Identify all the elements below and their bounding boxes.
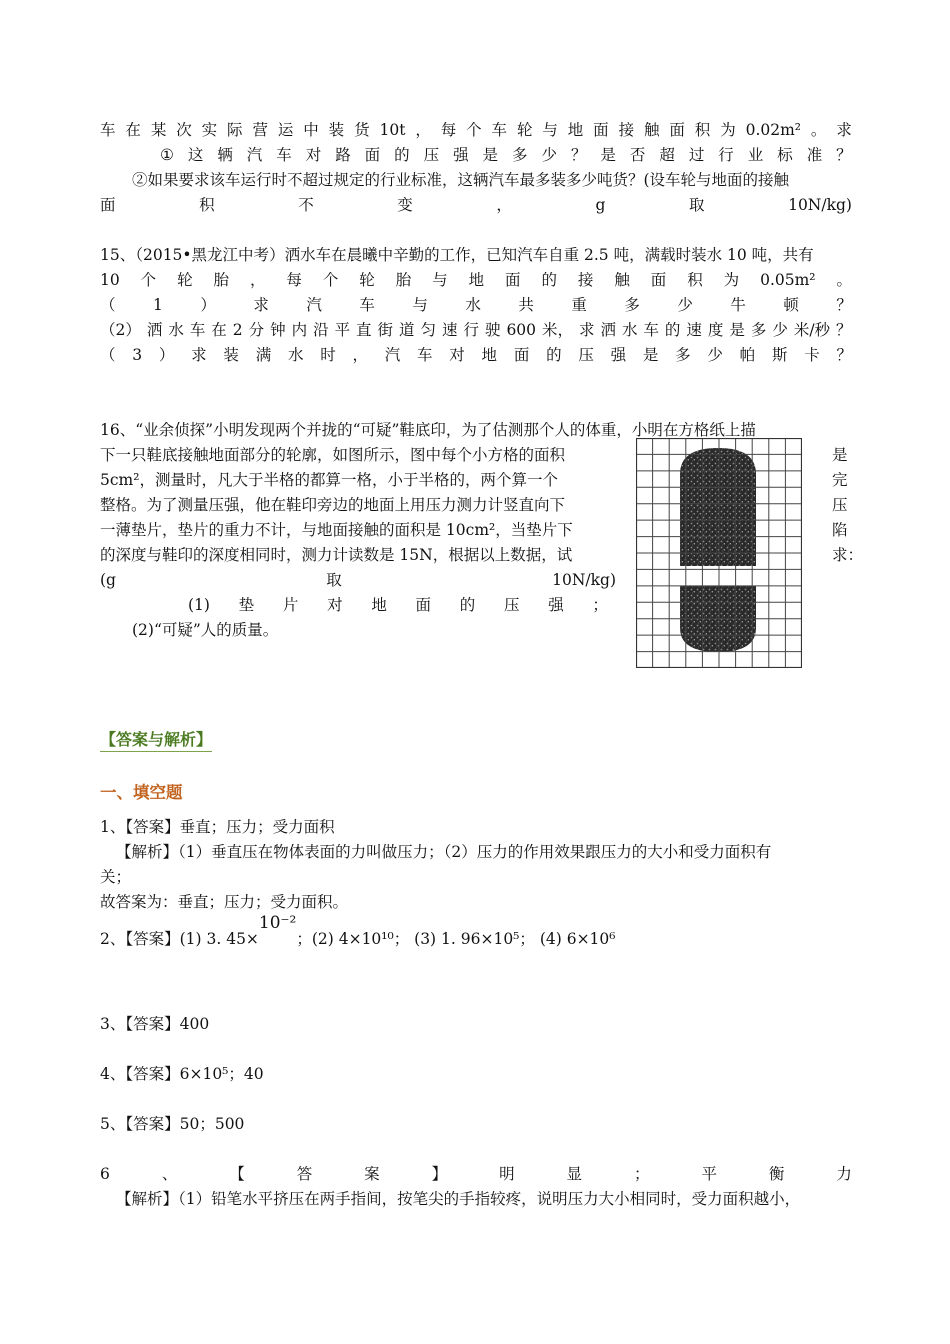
token: 取 xyxy=(326,571,342,589)
token: 。 xyxy=(836,271,852,289)
token: ； xyxy=(633,1165,650,1183)
q16-line4-text: 整格。为了测量压强，他在鞋印旁边的地面上用压力测力计竖直向下 xyxy=(100,496,566,514)
token: 面 xyxy=(593,121,609,139)
token: (1) xyxy=(188,596,210,614)
token: 触 xyxy=(614,271,630,289)
token: 10 xyxy=(100,271,120,289)
q16-line8 xyxy=(188,593,608,617)
token: ， xyxy=(496,196,512,214)
token: 案 xyxy=(364,1165,380,1183)
token: 胎 xyxy=(395,271,412,289)
token: （2） xyxy=(100,321,141,339)
token: 每 xyxy=(440,121,457,139)
token: 0.05m² xyxy=(760,271,816,289)
token: 变 xyxy=(397,196,413,214)
q16-line3-end: 完 xyxy=(832,471,848,489)
token: 米， xyxy=(542,321,574,339)
q16-line5-end: 陷 xyxy=(832,521,848,539)
shoe-print xyxy=(680,448,756,652)
token: 对 xyxy=(305,146,322,164)
token: 少 xyxy=(772,321,788,339)
q15-line1: 15、（2015•黑龙江中考）洒水车在晨曦中辛勤的工作，已知汽车自重 2.5 吨，满载时装水 10 吨，共有 xyxy=(100,246,814,264)
token: 车 xyxy=(100,121,116,139)
token: 汽 xyxy=(384,346,401,364)
token: 共 xyxy=(518,296,534,314)
token: ） xyxy=(200,296,216,314)
q15-line5 xyxy=(100,343,852,367)
token: 这 xyxy=(187,146,204,164)
q14-line2 xyxy=(160,143,852,167)
token: 个 xyxy=(322,271,339,289)
token: 衡 xyxy=(768,1165,785,1183)
token: 10N/kg) xyxy=(552,571,616,589)
token: 垫 xyxy=(238,596,255,614)
token: 积 xyxy=(694,121,711,139)
answer-2-rest: ；(2) 4×10¹⁰； (3) 1. 96×10⁵； (4) 6×10⁶ xyxy=(296,930,616,948)
token: 强 xyxy=(548,596,564,614)
token: 0.02m² xyxy=(745,121,802,139)
token: 在 xyxy=(211,321,227,339)
token: 际 xyxy=(227,121,243,139)
token: ； xyxy=(592,596,608,614)
token: 面 xyxy=(669,121,685,139)
token: 满 xyxy=(255,346,272,364)
token: 面 xyxy=(364,146,381,164)
q14-line4 xyxy=(100,193,852,217)
token: 装 xyxy=(328,121,345,139)
token: 多 xyxy=(675,346,691,364)
token: g xyxy=(595,196,606,214)
token: 水 xyxy=(168,321,184,339)
token: ？ xyxy=(836,146,852,164)
token: 求 xyxy=(578,321,595,339)
answer-2 xyxy=(100,913,852,951)
token: 钟 xyxy=(270,321,286,339)
grid-lines xyxy=(636,438,802,668)
token: ？ xyxy=(836,321,852,339)
token: 取 xyxy=(688,196,705,214)
token: 】 xyxy=(431,1165,448,1183)
token: 、 xyxy=(161,1165,178,1183)
token: 地 xyxy=(371,596,387,614)
token: ， xyxy=(249,271,266,289)
token: ？ xyxy=(836,346,852,364)
q16-line2-text: 下一只鞋底接触地面部分的轮廓，如图所示，图中每个小方格的面积 xyxy=(100,446,566,464)
q16-line6-end: 求： xyxy=(832,546,864,564)
token: 个 xyxy=(140,271,157,289)
token: 路 xyxy=(335,146,351,164)
token: 地 xyxy=(567,121,584,139)
token: 2 xyxy=(232,321,243,339)
q16-line2-end: 是 xyxy=(832,446,848,464)
token: 汽 xyxy=(246,146,263,164)
token: 面 xyxy=(505,271,521,289)
token: 对 xyxy=(327,596,343,614)
token: 少 xyxy=(541,146,557,164)
q14-line3: ②如果要求该车运行时不超过规定的行业标准，这辆汽车最多装多少吨货？(设车轮与地面的接触 xyxy=(132,171,790,189)
token: 接 xyxy=(577,271,594,289)
answer-2-exp1: 10⁻² xyxy=(258,913,297,933)
token: 牛 xyxy=(730,296,746,314)
token: 的 xyxy=(459,596,476,614)
token: 是 xyxy=(482,146,499,164)
token: 装 xyxy=(223,346,239,364)
token: ， xyxy=(352,346,368,364)
token: 速 xyxy=(686,321,702,339)
token: 接 xyxy=(618,121,635,139)
token: 准 xyxy=(806,146,823,164)
token: 平 xyxy=(701,1165,717,1183)
token: 是 xyxy=(729,321,745,339)
token: 为 xyxy=(723,271,740,289)
q15-line2 xyxy=(100,268,852,292)
token: 6 xyxy=(100,1165,110,1183)
token: 10t xyxy=(379,121,406,139)
token: 驶 xyxy=(484,321,501,339)
token: 速 xyxy=(441,321,458,339)
answer-1-analysis-cont: 关； xyxy=(100,868,132,886)
token: 的 xyxy=(546,346,562,364)
token: （ xyxy=(100,346,116,364)
token: 轮 xyxy=(177,271,193,289)
token: 力 xyxy=(836,1165,852,1183)
token: ， xyxy=(415,121,431,139)
token: 洒 xyxy=(146,321,163,339)
token: 水 xyxy=(621,321,638,339)
token: 每 xyxy=(286,271,302,289)
shoe-print-grid-figure xyxy=(636,438,802,668)
token: 道 xyxy=(399,321,415,339)
token: ？ xyxy=(570,146,587,164)
token: 某 xyxy=(150,121,167,139)
token: 显 xyxy=(566,1165,583,1183)
token: 的 xyxy=(664,321,681,339)
answer-3: 3、【答案】400 xyxy=(100,1015,210,1033)
token: 地 xyxy=(468,271,485,289)
token: 直 xyxy=(356,321,372,339)
token: 少 xyxy=(677,296,693,314)
token: 3 xyxy=(132,346,143,364)
token: 超 xyxy=(659,146,675,164)
q16-line4-end: 压 xyxy=(832,496,848,514)
q16-line3-text: 5cm²，测量时，凡大于半格的都算一格，小于半格的，两个算一个 xyxy=(100,471,558,489)
q16-line6-text: 的深度与鞋印的深度相同时，测力计读数是 15N，根据以上数据，试 xyxy=(100,546,573,564)
token: 与 xyxy=(412,296,428,314)
token: 地 xyxy=(481,346,498,364)
answer-1-analysis: 【解析】（1）垂直压在物体表面的力叫做压力；（2）压力的作用效果跟压力的大小和受力面积有 xyxy=(116,843,772,861)
q16-line5-text: 一薄垫片，垫片的重力不计，与地面接触的面积是 10cm²，当垫片下 xyxy=(100,521,573,539)
token: 是 xyxy=(642,346,659,364)
token: 车 xyxy=(189,321,206,339)
token: 米/秒 xyxy=(793,321,831,339)
answer-6 xyxy=(100,1162,852,1186)
token: 次 xyxy=(176,121,192,139)
token: 压 xyxy=(503,596,520,614)
token: 车 xyxy=(417,346,433,364)
token: 胎 xyxy=(213,271,230,289)
token: 帕 xyxy=(739,346,756,364)
token: 平 xyxy=(334,321,351,339)
q15-line3 xyxy=(100,293,852,317)
token: 片 xyxy=(282,596,299,614)
token: 卡 xyxy=(804,346,820,364)
token: 重 xyxy=(571,296,587,314)
token: 营 xyxy=(252,121,268,139)
answer-4: 4、【答案】6×10⁵；40 xyxy=(100,1065,264,1083)
token: 。 xyxy=(810,121,827,139)
token: 斯 xyxy=(771,346,788,364)
answer-6-analysis: 【解析】（1）铅笔水平挤压在两手指间，按笔尖的手指较疼，说明压力大小相同时，受力面积越小， xyxy=(116,1190,801,1208)
token: 与 xyxy=(432,271,448,289)
token: 汽 xyxy=(306,296,322,314)
q15-line4 xyxy=(100,318,852,342)
answer-1: 1、【答案】垂直；压力；受力面积 xyxy=(100,818,335,836)
token: 600 xyxy=(506,321,537,339)
token: 车 xyxy=(491,121,508,139)
token: 时 xyxy=(320,346,336,364)
token: 求 xyxy=(836,121,852,139)
token: ① xyxy=(160,146,174,164)
token: 匀 xyxy=(420,321,437,339)
token: 求 xyxy=(253,296,269,314)
token: 轮 xyxy=(359,271,375,289)
token: 面 xyxy=(650,271,667,289)
token: 车 xyxy=(276,146,292,164)
token: 对 xyxy=(449,346,465,364)
q16-line1: 16、“业余侦探”小明发现两个并拢的“可疑”鞋底印，为了估测那个人的体重，小明在方格纸上描 xyxy=(100,421,756,439)
token: 轮 xyxy=(516,121,533,139)
token: ） xyxy=(158,346,175,364)
token: 1 xyxy=(153,296,163,314)
token: 的 xyxy=(394,146,410,164)
token: 是 xyxy=(600,146,616,164)
q14-line1 xyxy=(100,118,852,142)
token: 分 xyxy=(248,321,265,339)
token: 与 xyxy=(542,121,558,139)
token: 求 xyxy=(191,346,207,364)
token: 实 xyxy=(201,121,218,139)
token: 行 xyxy=(718,146,734,164)
token: 10N/kg) xyxy=(788,196,852,214)
answer-5: 5、【答案】50；500 xyxy=(100,1115,245,1133)
token: (g xyxy=(100,571,116,589)
token: 强 xyxy=(453,146,469,164)
token: 触 xyxy=(643,121,660,139)
q16-line7 xyxy=(100,568,616,592)
token: 内 xyxy=(291,321,308,339)
token: 面 xyxy=(415,596,432,614)
token: 否 xyxy=(629,146,646,164)
token: 度 xyxy=(707,321,724,339)
token: 少 xyxy=(707,346,723,364)
token: ？ xyxy=(836,296,852,314)
token: 辆 xyxy=(217,146,233,164)
token: 面 xyxy=(513,346,530,364)
token: 个 xyxy=(466,121,482,139)
token: 为 xyxy=(720,121,736,139)
token: （ xyxy=(100,296,116,314)
token: 强 xyxy=(610,346,627,364)
answer-1-conclusion: 故答案为：垂直；压力；受力面积。 xyxy=(100,893,349,911)
q16-line9: (2)“可疑”人的质量。 xyxy=(132,621,279,639)
token: 车 xyxy=(359,296,375,314)
token: 过 xyxy=(688,146,705,164)
token: 面 xyxy=(100,196,116,214)
token: 标 xyxy=(777,146,793,164)
token: 中 xyxy=(303,121,319,139)
token: 的 xyxy=(541,271,557,289)
token: 【 xyxy=(229,1165,245,1183)
token: 多 xyxy=(624,296,640,314)
token: 压 xyxy=(423,146,440,164)
token: 业 xyxy=(747,146,764,164)
token: 积 xyxy=(199,196,215,214)
token: 多 xyxy=(750,321,767,339)
answers-heading: 【答案与解析】 xyxy=(100,727,212,752)
token: 不 xyxy=(298,196,314,214)
token: 水 xyxy=(465,296,481,314)
section-fill-in-blank: 一、填空题 xyxy=(100,783,183,802)
answer-2-prefix: 2、【答案】(1) 3. 45× xyxy=(100,930,259,948)
token: 货 xyxy=(354,121,370,139)
token: 行 xyxy=(463,321,479,339)
token: 水 xyxy=(287,346,304,364)
token: 多 xyxy=(512,146,528,164)
token: 压 xyxy=(578,346,594,364)
token: 沿 xyxy=(313,321,329,339)
token: 答 xyxy=(296,1165,313,1183)
token: 洒 xyxy=(600,321,616,339)
token: 积 xyxy=(687,271,703,289)
token: 在 xyxy=(125,121,141,139)
token: 车 xyxy=(643,321,659,339)
token: 顿 xyxy=(783,296,799,314)
token: 街 xyxy=(377,321,394,339)
token: 明 xyxy=(499,1165,515,1183)
token: 运 xyxy=(277,121,294,139)
